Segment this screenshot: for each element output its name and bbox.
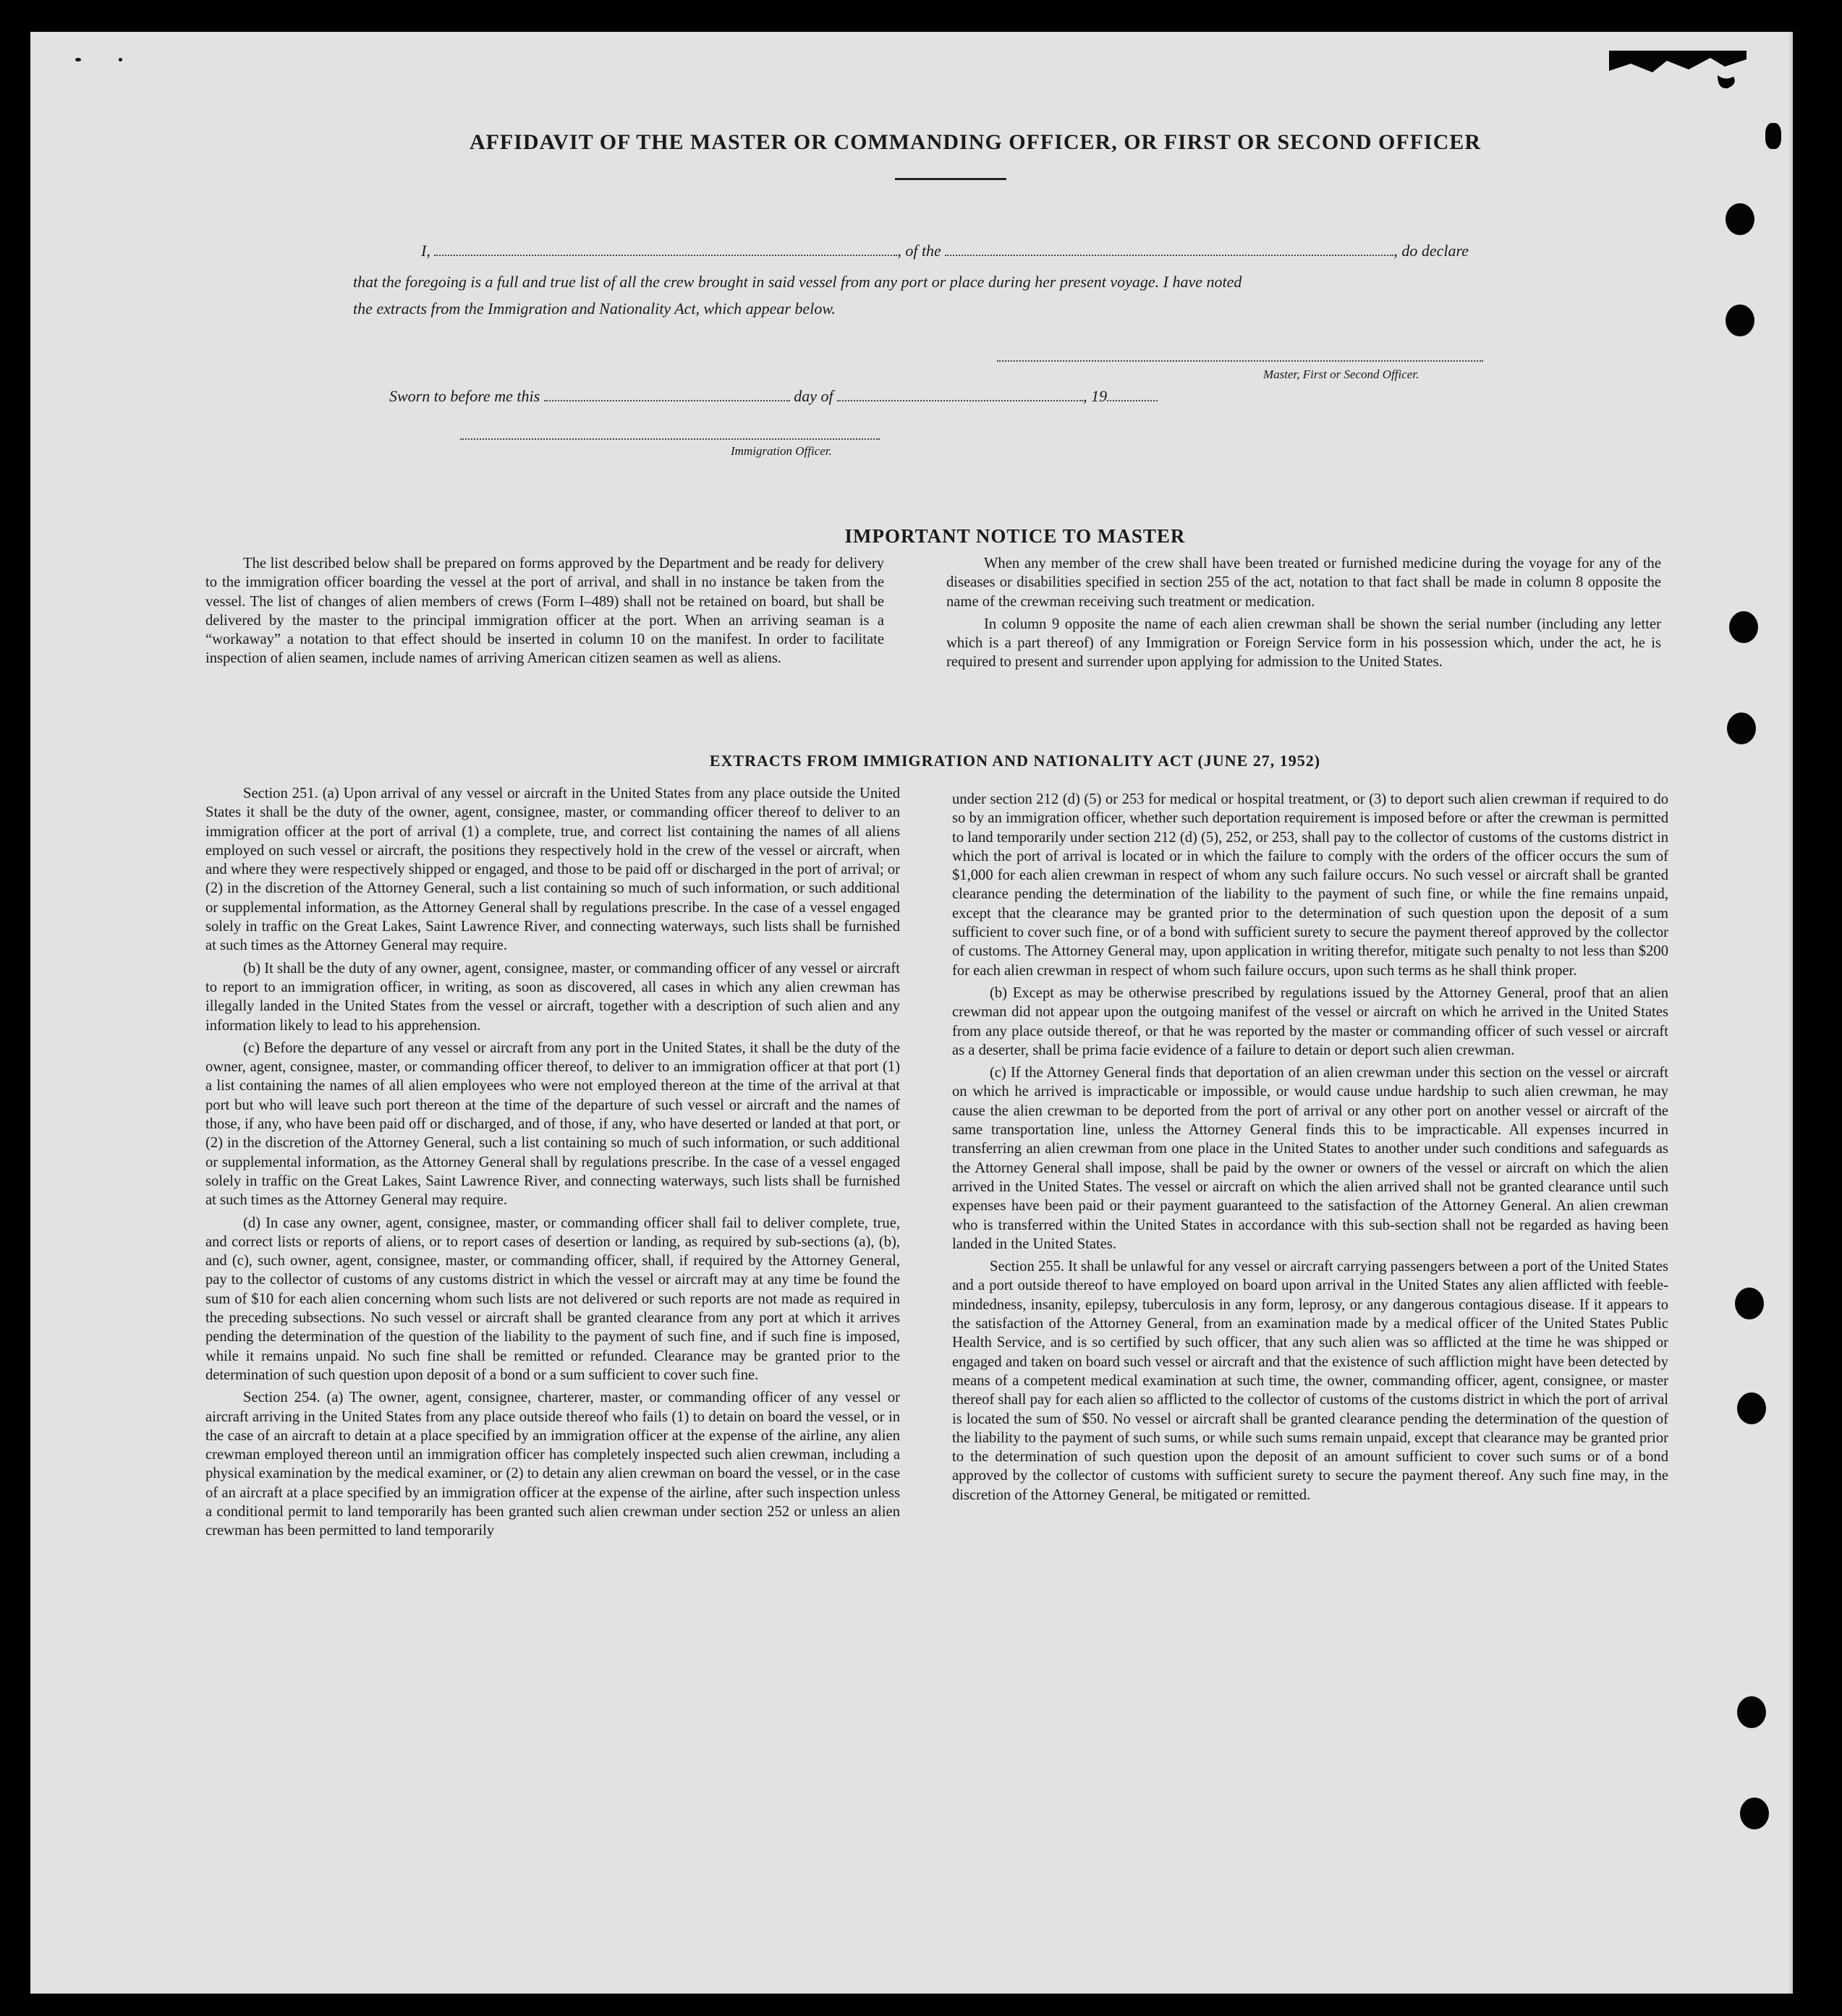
notice-right-column [946, 554, 1661, 676]
sworn-day-of: day of [794, 387, 833, 405]
section-251-c: (c) Before the departure of any vessel or aircraft from any port in the United States, it shall be the duty of the owner, agent, consignee, master, or commanding officer thereof, to deliver to an immigration officer at that port (1) a list containing the names of all alien employees who were not employed thereon at the time of the arrival at that port but who will leave such port thereon at the time of the departure of such vessel or aircraft and the names of those, if any, who have been paid off or discharged, and of those, if any, who have deserted or landed at that port, or (2) in the discretion of the Attorney General, such a list containing so much of such information, or such additional or supplemental information, as the Attorney General shall by regulations prescribe. In the case of a vessel engaged solely in traffic on the Great Lakes, Saint Lawrence River, and connecting waterways, such lists shall be furnished at such times as the Attorney General may require. [205, 1039, 900, 1209]
edge-tear [1765, 123, 1781, 149]
name-blank[interactable] [434, 244, 897, 256]
section-254-c: (c) If the Attorney General finds that deportation of an alien crewman under this section on the vessel or aircraft on which he arrived is impracticable or impossible, or would cause undue hardship to such alien crewman, he may cause the alien crewman to be deported from the port of arrival or any other port on another vessel or aircraft of the same transportation line, unless the Attorney General finds this to be impracticable. All expenses incurred in transferring an alien crewman from one place in the United States to another under such conditions and safeguards as the Attorney General shall impose, shall be paid by the owner or owners of the vessel or aircraft on which the alien arrived in the United States. The vessel or aircraft on which the alien arrived shall not be granted clearance until such expenses have been paid or their payment guaranteed to the satisfaction of the Attorney General. An alien crewman who is transferred within the United States in accordance with this sub-section shall not be regarded as having been landed in the United States. [952, 1065, 1668, 1252]
title-divider [895, 178, 1006, 180]
immigration-officer-caption: Immigration Officer. [731, 444, 832, 458]
punch-hole [1726, 203, 1754, 235]
notice-title: IMPORTANT NOTICE TO MASTER [844, 525, 1186, 547]
declaration-i: I, [421, 242, 430, 260]
section-255: Section 255. It shall be unlawful for any vessel or aircraft carrying passengers between a port of the United States and a port outside thereof to have employed on board upon arrival in the United States any alien afflicted with feeble-mindedness, insanity, epilepsy, tuberculosis in any form, leprosy, or any dangerous contagious disease. If it appears to the satisfaction of the Attorney General, from an examination made by a medical officer of the United States Public Health Service, and is so certified by such officer, that any such alien was so afflicted at the time he was shipped or engaged and taken on board such vessel or aircraft and that the existence of such affliction might have been detected by means of a competent medical examination at such time, the owner, commanding officer, agent, consignee, or master thereof shall pay for each alien so afflicted to the collector of customs of the customs district in which the port of arrival is located the sum of $50. No vessel or aircraft shall be granted clearance pending the determination of the question of the liability to the payment of such sums, or while such sums remain unpaid, except that clearance may be granted prior to the determination of such question upon the deposit of an amount sufficient to cover such sums or of a bond approved by the collector of customs with sufficient surety to secure the payment thereof. Any such fine may, in the discretion of the Attorney General, be mitigated or remitted. [952, 1259, 1668, 1503]
punch-hole [1729, 611, 1758, 643]
sworn-year-blank[interactable] [1107, 390, 1158, 401]
section-251-b: (b) It shall be the duty of any owner, agent, consignee, master, or commanding officer of any vessel or aircraft to report to an immigration officer, in writing, as soon as discovered, all cases in which any alien crewman has illegally landed in the United States from the vessel or aircraft, together with a description of such alien and any information likely to lead to his apprehension. [205, 960, 900, 1034]
immigration-officer-signature-blank[interactable] [460, 428, 880, 440]
sworn-month-blank[interactable] [837, 390, 1083, 401]
extracts-left-column [205, 784, 900, 1544]
notice-left-paragraph: The list described below shall be prepared on forms approved by the Department and be ready for delivery to the immigration officer boarding the vessel at the port of arrival, and shall in no instance be taken from the vessel. The list of changes of alien members of crews (Form I–489) shall not be retained on board, but shall be delivered by the master to the principal immigration officer at the port. When an arriving seaman is a “workaway” a notation to that effect should be inserted in column 10 on the manifest. In order to facilitate inspection of alien seamen, include names of arriving American citizen seamen as well as aliens. [205, 556, 884, 667]
section-254-a: Section 254. (a) The owner, agent, consignee, charterer, master, or commanding officer of any vessel or aircraft arriving in the United States from any place outside thereof who fails (1) to detain on board the vessel, or in the case of an aircraft to detain at a place specified by an immigration officer at the expense of the airline, any alien crewman employed thereon until an immigration officer has completely inspected such alien crewman, including a physical examination by the medical examiner, or (2) to detain any alien crewman on board the vessel, or in the case of an aircraft at a place specified by an immigration officer at the expense of the airline, after such inspection unless a conditional permit to land temporarily has been granted such alien crewman under section 252 or unless an alien crewman has been permitted to land temporarily [205, 1390, 900, 1539]
sworn-line [389, 387, 1158, 406]
notice-right-paragraph-2: In column 9 opposite the name of each alien crewman shall be shown the serial number (including any letter which is a part thereof) of any Immigration or Foreign Service form in his possession which, under the act, he is required to present and surrender upon applying for admission to the United States. [946, 616, 1661, 671]
punch-hole [1737, 1392, 1766, 1424]
master-signature-caption: Master, First or Second Officer. [1263, 367, 1419, 381]
torn-corner-mark [1609, 51, 1746, 97]
declaration-end: , do declare [1393, 242, 1469, 260]
extracts-title: EXTRACTS FROM IMMIGRATION AND NATIONALITY ACT (JUNE 27, 1952) [709, 752, 1321, 770]
punch-hole [1740, 1798, 1769, 1829]
section-254-b: (b) Except as may be otherwise prescribed by regulations issued by the Attorney General, proof that an alien crewman did not appear upon the outgoing manifest of the vessel or aircraft on which he arrived in the United States from any place outside thereof, or that he was reported by the master or commanding officer of such vessel or aircraft as a deserter, shall be prima facie evidence of a failure to detain or deport such alien crewman. [952, 984, 1668, 1058]
scan-speck [119, 58, 122, 61]
punch-hole [1735, 1288, 1764, 1319]
section-251-d: (d) In case any owner, agent, consignee, master, or commanding officer shall fail to deliver complete, true, and correct lists or reports of aliens, or to report cases of desertion or landing, as required by sub-sections (a), (b), and (c), such owner, agent, consignee, master, or commanding officer, shall, if required by the Attorney General, pay to the collector of customs of any customs district in which the vessel or aircraft may at any time be found the sum of $10 for each alien concerning whom such lists are not delivered or such reports are not made as required in the preceding subsections. No such vessel or aircraft shall be granted clearance from any port at which it arrives pending the determination of the question of the liability to the payment of such fine, and if such fine is imposed, while it remains unpaid. No such fine shall be remitted or refunded. Clearance may be granted prior to the determination of such question upon deposit of a bond or a sum sufficient to cover such fine. [205, 1215, 900, 1383]
master-signature-blank[interactable] [997, 350, 1483, 362]
sworn-year: , 19 [1083, 387, 1108, 405]
document-page [30, 32, 1793, 1994]
punch-hole [1727, 713, 1756, 744]
declaration-line [421, 242, 1469, 260]
section-251-a: Section 251. (a) Upon arrival of any vessel or aircraft in the United States from any place outside the United States it shall be the duty of the owner, agent, consignee, master, or commanding officer thereof to deliver to an immigration officer at the port of arrival (1) a complete, true, and correct list containing the names of all aliens employed on such vessel or aircraft, the positions they respectively hold in the crew of the vessel or aircraft, when and where they were respectively shipped or engaged, and those to be paid off or discharged in the port of arrival; or (2) in the discretion of the Attorney General, such a list containing so much of such information, or such additional or supplemental information, as the Attorney General shall by regulations prescribe. In the case of a vessel engaged solely in traffic on the Great Lakes, Saint Lawrence River, and connecting waterways, such lists shall be furnished at such times as the Attorney General may require. [205, 786, 900, 954]
sworn-label: Sworn to before me this [389, 387, 540, 405]
declaration-text-line-2: that the foregoing is a full and true list of all the crew brought in said vessel from any port or place during her present voyage. I have noted [353, 273, 1242, 291]
section-254-a-continued: under section 212 (d) (5) or 253 for medical or hospital treatment, or (3) to deport such alien crewman if required to do so by an immigration officer, whether such deportation requirement is imposed before or after the crewman is permitted to land temporarily under section 212 (d) (5), 252, or 253, shall pay to the collector of customs of the customs district in which the port of arrival is located or in which the failure to comply with the orders of the officer occurs the sum of $1,000 for each alien crewman in respect of whom any such failure occurs. No such vessel or aircraft shall be granted clearance pending the determination of the liability to the payment of such fine, or while the fine remains unpaid, except that the clearance may be granted prior to the determination of such question upon the deposit of a sum sufficient to cover such fine, or of a bond with sufficient surety to secure the payment thereof approved by the collector of customs. The Attorney General may, upon application in writing therefor, mitigate such penalty to not less than $200 for each alien crewman in respect of whom such failure occurs, upon such terms as he shall think proper. [952, 791, 1668, 979]
vessel-blank[interactable] [945, 244, 1393, 256]
scan-speck [75, 58, 81, 61]
punch-hole [1737, 1696, 1766, 1728]
notice-left-column [205, 554, 884, 672]
declaration-of-the: , of the [897, 242, 941, 260]
punch-hole [1726, 305, 1754, 336]
declaration-text-line-3: the extracts from the Immigration and Nationality Act, which appear below. [353, 299, 836, 318]
extracts-right-column [952, 790, 1668, 1508]
sworn-day-blank[interactable] [544, 390, 790, 401]
notice-right-paragraph-1: When any member of the crew shall have been treated or furnished medicine during the voyage for any of the diseases or disabilities specified in section 255 of the act, notation to that fact shall be made in column 8 opposite the name of the crewman receiving such treatment or medication. [946, 556, 1661, 610]
affidavit-title: AFFIDAVIT OF THE MASTER OR COMMANDING OFFICER, OR FIRST OR SECOND OFFICER [469, 130, 1482, 154]
